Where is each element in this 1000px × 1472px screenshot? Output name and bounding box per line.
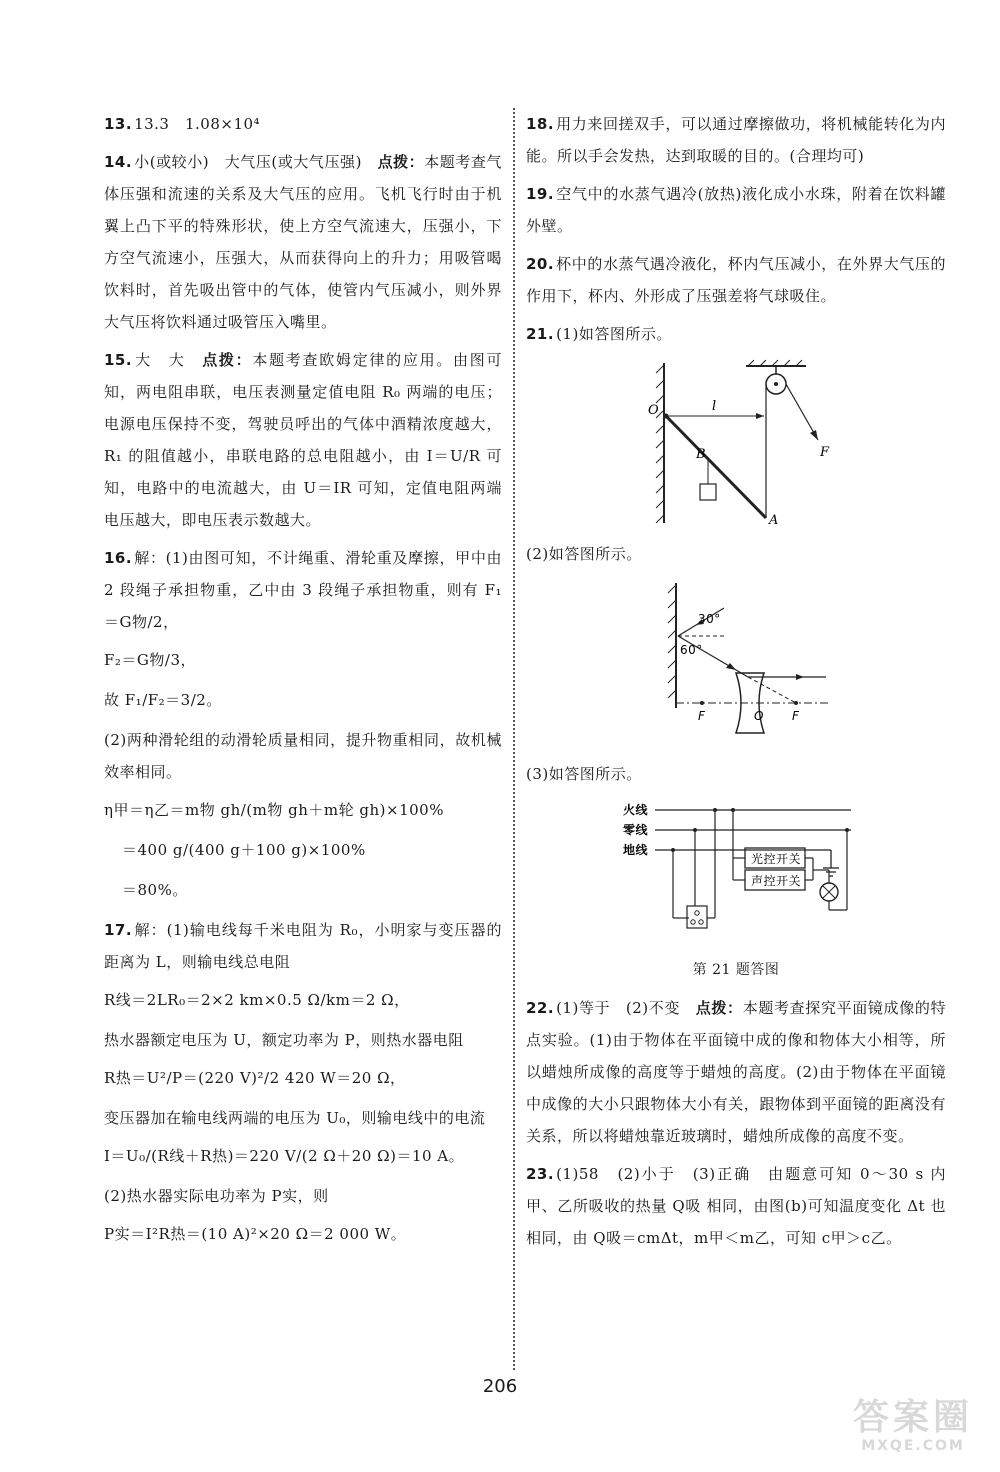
svg-text:地线: 地线 — [623, 843, 649, 857]
left-column — [104, 108, 502, 1258]
circuit-diagram — [611, 798, 861, 948]
svg-text:O: O — [648, 403, 660, 418]
watermark-logo: 答案圈 MXQE.COM — [852, 1397, 973, 1454]
svg-text:l: l — [712, 399, 717, 414]
svg-text:O: O — [754, 709, 764, 723]
svg-text:60°: 60° — [680, 643, 703, 657]
answer-18: 18. 用力来回搓双手，可以通过摩擦做功，将机械能转化为内能。所以手会发热，达到取暖的目的。(合理均可) — [526, 115, 946, 165]
svg-text:B: B — [696, 447, 707, 462]
answer-14: 14. 小(或较小) 大气压(或大气压强) 点拨：本题考查气体压强和流速的关系及大气压的应用。飞机飞行时由于机翼上凸下平的特殊形状，使上方空气流速大，压强小，下方空气流速小，压强大，从而获得向上的升力；用吸管喝饮料时，首先吸出管中的气体，使管内气压减小，则外界大气压将饮料通过吸管压入嘴里。 — [104, 153, 502, 331]
answer-17: 17. 解：(1)输电线每千米电阻为 R₀，小明家与变压器的距离为 L，则输电线总电阻 R线＝2LR₀＝2×2 km×0.5 Ω/km＝2 Ω， 热水器额定电压为 U，额定功率为 P，则热水器电阻 R热＝U²/P＝(220 V)²/2 420 W＝20 Ω， 变压器加在输电线两端的电压为 U₀，则输电线中的电流 I＝U₀/(R线＋R热)＝220 V/(2 Ω＋20 Ω)＝10 A。 (2)热水器实际电功率为 P实，则 P实＝I²R热＝(10 A)²×20 Ω＝2 000 W。 — [104, 921, 502, 1243]
svg-text:零线: 零线 — [623, 823, 649, 837]
answer-20: 20. 杯中的水蒸气遇冷液化，杯内气压减小，在外界大气压的作用下，杯内、外形成了压强差将气球吸住。 — [526, 255, 946, 305]
svg-text:F: F — [698, 709, 706, 723]
svg-text:火线: 火线 — [623, 803, 649, 817]
page-number: 206 — [482, 1376, 518, 1397]
figure-caption: 第 21 题答图 — [692, 962, 780, 978]
answer-21: 21. (1)如答图所示。 O l F B A (2)如答图所示。 30° 60° F O F (3)如答图所示。 火线 零线 地线 光控开关 声控开关 第 21 题答图 — [526, 318, 946, 986]
answer-23: 23. (1)58 (2)小于 (3)正确 由题意可知 0～30 s 内甲、乙所吸收的热量 Q吸 相同，由图(b)可知温度变化 Δt 也相同，由 Q吸＝cmΔt，m甲＜m乙，可知 c甲＞c乙。 — [526, 1165, 946, 1247]
svg-text:A: A — [769, 513, 779, 528]
answer-19: 19. 空气中的水蒸气遇冷(放热)液化成小水珠，附着在饮料罐外壁。 — [526, 185, 946, 235]
svg-text:30°: 30° — [698, 612, 721, 626]
svg-text:F: F — [820, 445, 830, 460]
svg-text:F: F — [792, 709, 800, 723]
lever-diagram — [636, 358, 836, 528]
svg-text:光控开关: 光控开关 — [751, 852, 802, 866]
right-column — [526, 108, 946, 1260]
mirror-lens-diagram — [636, 578, 836, 748]
svg-text:声控开关: 声控开关 — [751, 874, 802, 888]
column-divider — [513, 108, 515, 1370]
answer-13: 13. 13.3 1.08×10⁴ — [104, 115, 261, 133]
answer-22: 22. (1)等于 (2)不变 点拨：本题考查探究平面镜成像的特点实验。(1)由于物体在平面镜中成的像和物体大小相等，所以蜡烛所成像的高度等于蜡烛的高度。(2)由于物体在平面镜中成像的大小只跟物体大小有关，跟物体到平面镜的距离没有关系，所以将蜡烛靠近玻璃时，蜡烛所成像的高度不变。 — [526, 999, 946, 1145]
answer-15: 15. 大 大 点拨：本题考查欧姆定律的应用。由图可知，两电阻串联，电压表测量定值电阻 R₀ 两端的电压；电源电压保持不变，驾驶员呼出的气体中酒精浓度越大，R₁ 的阻值越小，串联电路的总电阻越小，由 I＝U/R 可知，电路中的电流越大，由 U＝IR 可知，定值电阻两端电压越大，即电压表示数越大。 — [104, 351, 502, 529]
answer-16: 16. 解：(1)由图可知，不计绳重、滑轮重及摩擦，甲中由 2 段绳子承担物重，乙中由 3 段绳子承担物重，则有 F₁＝G物/2， F₂＝G物/3， 故 F₁/F₂＝3/2。 (2)两种滑轮组的动滑轮质量相同，提升物重相同，故机械效率相同。 η甲＝η乙＝m物 gh/(m物 gh＋m轮 gh)×100% ＝400 g/(400 g＋100 g)×100% ＝80%。 — [104, 549, 502, 899]
